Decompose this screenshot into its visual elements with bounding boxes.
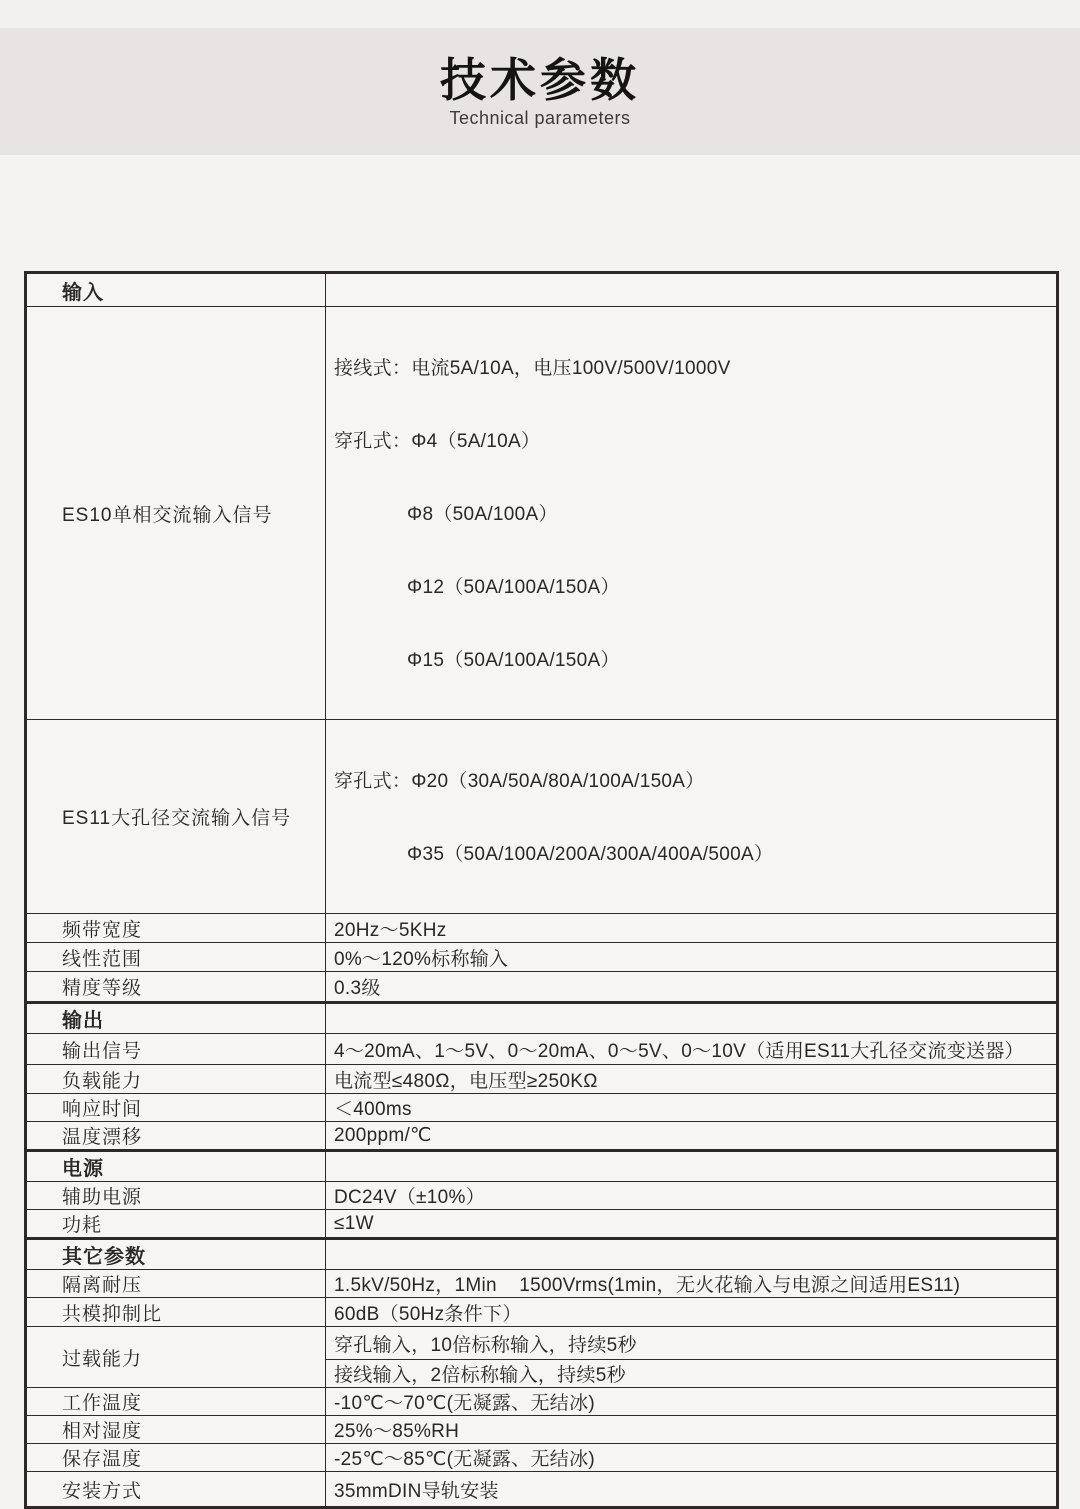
spec-row xyxy=(26,1122,1058,1151)
section-header-row xyxy=(26,1239,1058,1270)
row-label: 工作温度 xyxy=(26,1388,326,1416)
spec-row xyxy=(26,1388,1058,1416)
row-label: 精度等级 xyxy=(26,972,326,1003)
row-value: 1.5kV/50Hz，1Min 1500Vrms(1min，无火花输入与电源之间适用ES11) xyxy=(326,1270,1058,1298)
section-header-spacer xyxy=(326,1151,1058,1182)
row-value xyxy=(326,307,1058,720)
spec-row xyxy=(26,943,1058,972)
spec-row xyxy=(26,1444,1058,1472)
spec-table xyxy=(24,271,1059,1509)
row-label: 频带宽度 xyxy=(26,914,326,943)
spec-row xyxy=(26,1210,1058,1239)
spec-row xyxy=(26,1182,1058,1210)
spec-row xyxy=(26,914,1058,943)
value-line: Φ8（50A/100A） xyxy=(407,504,558,525)
row-label: 输出信号 xyxy=(26,1034,326,1065)
row-value: 0%～120%标称输入 xyxy=(326,943,1058,972)
section-header-row xyxy=(26,1003,1058,1034)
section-header-spacer xyxy=(326,1003,1058,1034)
section-header-spacer xyxy=(326,273,1058,307)
top-strip xyxy=(0,0,1080,28)
value-line: 穿孔式：Φ4（5A/10A） xyxy=(334,431,541,452)
row-value: DC24V（±10%） xyxy=(326,1182,1058,1210)
spec-row xyxy=(26,1298,1058,1327)
row-label: 线性范围 xyxy=(26,943,326,972)
row-label: ES11大孔径交流输入信号 xyxy=(26,720,326,914)
row-label: ES10单相交流输入信号 xyxy=(26,307,326,720)
row-label: 负载能力 xyxy=(26,1065,326,1094)
row-value xyxy=(326,720,1058,914)
row-label: 辅助电源 xyxy=(26,1182,326,1210)
value-line: 接线式：电流5A/10A，电压100V/500V/1000V xyxy=(334,358,731,379)
section-header-row xyxy=(26,1151,1058,1182)
spec-row xyxy=(26,1094,1058,1122)
row-label: 相对湿度 xyxy=(26,1416,326,1444)
page-title: 技术参数 xyxy=(440,53,640,106)
row-value: 0.3级 xyxy=(326,972,1058,1003)
value-line: Φ12（50A/100A/150A） xyxy=(407,577,620,598)
spec-row xyxy=(26,1034,1058,1065)
value-line: Φ15（50A/100A/150A） xyxy=(407,650,620,671)
row-label: 保存温度 xyxy=(26,1444,326,1472)
section-header: 其它参数 xyxy=(26,1239,326,1270)
row-value: 35mmDIN导轨安装 xyxy=(326,1472,1058,1508)
row-label: 响应时间 xyxy=(26,1094,326,1122)
spec-row xyxy=(26,307,1058,720)
row-value: -25℃～85℃(无凝露、无结冰) xyxy=(326,1444,1058,1472)
spec-row xyxy=(26,1065,1058,1094)
row-value: 25%～85%RH xyxy=(326,1416,1058,1444)
title-band xyxy=(0,28,1080,155)
spec-row xyxy=(26,1472,1058,1508)
value-line: Φ35（50A/100A/200A/300A/400A/500A） xyxy=(407,844,774,865)
section-header-spacer xyxy=(326,1239,1058,1270)
section-header: 输入 xyxy=(26,273,326,307)
row-value: 4～20mA、1～5V、0～20mA、0～5V、0～10V（适用ES11大孔径交流变送器） xyxy=(326,1034,1058,1065)
section-header: 输出 xyxy=(26,1003,326,1034)
spec-row xyxy=(26,1416,1058,1444)
page-subtitle: Technical parameters xyxy=(449,108,631,129)
row-label: 过载能力 xyxy=(26,1327,326,1388)
row-label: 共模抑制比 xyxy=(26,1298,326,1327)
row-label: 安装方式 xyxy=(26,1472,326,1508)
spec-row xyxy=(26,972,1058,1003)
row-label: 隔离耐压 xyxy=(26,1270,326,1298)
section-header-row xyxy=(26,273,1058,307)
row-value: 20Hz～5KHz xyxy=(326,914,1058,943)
row-value: -10℃～70℃(无凝露、无结冰) xyxy=(326,1388,1058,1416)
spec-row xyxy=(26,720,1058,914)
spec-row xyxy=(26,1270,1058,1298)
row-value: ≤1W xyxy=(326,1210,1058,1239)
row-value: 穿孔输入，10倍标称输入，持续5秒 xyxy=(326,1327,1058,1360)
row-value: ＜400ms xyxy=(326,1094,1058,1122)
row-label: 功耗 xyxy=(26,1210,326,1239)
section-header: 电源 xyxy=(26,1151,326,1182)
row-value: 60dB（50Hz条件下） xyxy=(326,1298,1058,1327)
value-line: 穿孔式：Φ20（30A/50A/80A/100A/150A） xyxy=(334,771,705,792)
row-value: 接线输入，2倍标称输入，持续5秒 xyxy=(326,1360,1058,1388)
row-label: 温度漂移 xyxy=(26,1122,326,1151)
row-value: 电流型≤480Ω，电压型≥250KΩ xyxy=(326,1065,1058,1094)
spec-row xyxy=(26,1327,1058,1360)
row-value: 200ppm/℃ xyxy=(326,1122,1058,1151)
